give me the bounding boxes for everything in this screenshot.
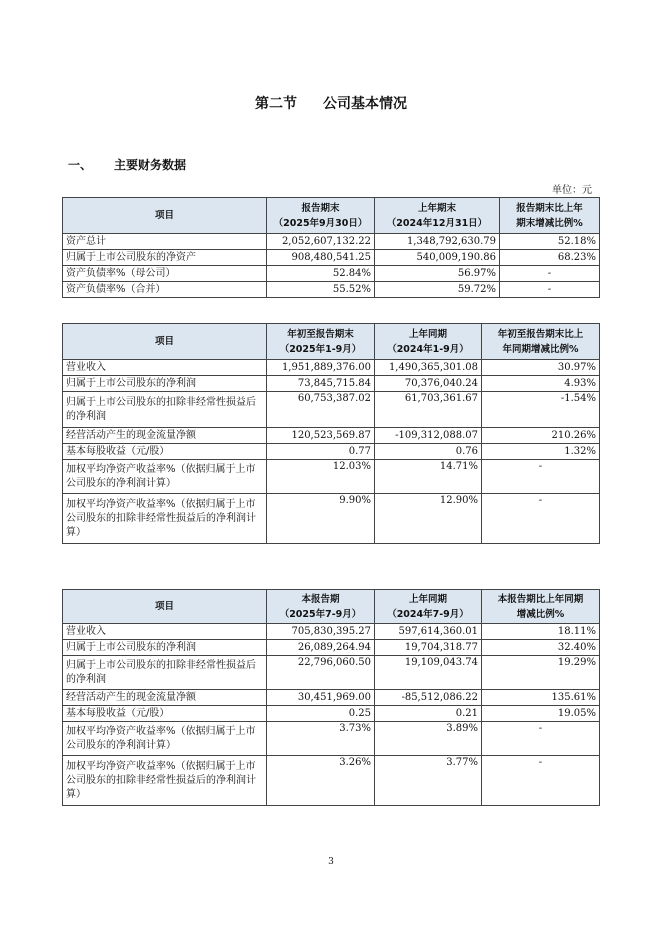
header-change: 年初至报告期末比上 年同期增减比例% xyxy=(482,324,600,360)
cell-value: 4.93% xyxy=(482,376,600,392)
table-row xyxy=(63,360,600,376)
table-row xyxy=(63,392,600,428)
cell-value: 52.18% xyxy=(500,234,600,250)
table-row xyxy=(63,656,600,690)
header-period-end: 报告期末 （2025年9月30日） xyxy=(267,198,375,234)
row-label: 经营活动产生的现金流量净额 xyxy=(63,690,267,706)
cell-value: - xyxy=(482,460,600,494)
table-row xyxy=(63,494,600,544)
cell-value: - xyxy=(500,282,600,298)
cell-value: 210.26% xyxy=(482,428,600,444)
cell-value: 73,845,715.84 xyxy=(267,376,375,392)
cell-value: 55.52% xyxy=(267,282,375,298)
cell-value: 12.03% xyxy=(267,460,375,494)
cell-value: 1,490,365,301.08 xyxy=(375,360,482,376)
table-row xyxy=(63,250,600,266)
row-label: 经营活动产生的现金流量净额 xyxy=(63,428,267,444)
row-label: 归属于上市公司股东的净利润 xyxy=(63,376,267,392)
row-label: 归属于上市公司股东的扣除非经常性损益后的净利润 xyxy=(63,656,267,690)
cell-value: 18.11% xyxy=(482,624,600,640)
table-row xyxy=(63,706,600,722)
cell-value: 52.84% xyxy=(267,266,375,282)
unit-label: 单位：元 xyxy=(552,185,592,196)
header-prior-period: 上年同期 （2024年1-9月） xyxy=(375,324,482,360)
cell-value: - xyxy=(482,494,600,544)
table-row xyxy=(63,266,600,282)
table-header-row xyxy=(63,198,600,234)
cell-value: 12.90% xyxy=(375,494,482,544)
table-row xyxy=(63,460,600,494)
cell-value: 14.71% xyxy=(375,460,482,494)
row-label: 营业收入 xyxy=(63,360,267,376)
quarter-table xyxy=(62,589,600,806)
table-header-row xyxy=(63,324,600,360)
table-row xyxy=(63,428,600,444)
row-label: 加权平均净资产收益率%（依据归属于上市公司股东的净利润计算） xyxy=(63,722,267,756)
cell-value: 3.73% xyxy=(267,722,375,756)
cell-value: -85,512,086.22 xyxy=(375,690,482,706)
section-label: 第二节 xyxy=(255,96,297,112)
cell-value: 68.23% xyxy=(500,250,600,266)
cell-value: - xyxy=(482,756,600,806)
table-row xyxy=(63,624,600,640)
cell-value: 1.32% xyxy=(482,444,600,460)
cell-value: 22,796,060.50 xyxy=(267,656,375,690)
table-row xyxy=(63,234,600,250)
row-label: 加权平均净资产收益率%（依据归属于上市公司股东的净利润计算） xyxy=(63,460,267,494)
section-title xyxy=(0,93,662,113)
cell-value: 19,109,043.74 xyxy=(375,656,482,690)
cell-value: 3.77% xyxy=(375,756,482,806)
cell-value: 60,753,387.02 xyxy=(267,392,375,428)
row-label: 加权平均净资产收益率%（依据归属于上市公司股东的扣除非经常性损益后的净利润计算） xyxy=(63,494,267,544)
cell-value: 3.89% xyxy=(375,722,482,756)
cell-value: 32.40% xyxy=(482,640,600,656)
cell-value: 0.25 xyxy=(267,706,375,722)
table-row xyxy=(63,690,600,706)
cell-value: 19,704,318.77 xyxy=(375,640,482,656)
table-row xyxy=(63,756,600,806)
cell-value: 61,703,361.67 xyxy=(375,392,482,428)
header-prior-year-end: 上年期末 （2024年12月31日） xyxy=(375,198,500,234)
cell-value: -1.54% xyxy=(482,392,600,428)
header-prior-period: 上年同期 （2024年7-9月） xyxy=(375,590,482,624)
table-row xyxy=(63,282,600,298)
table-row xyxy=(63,722,600,756)
cell-value: 1,348,792,630.79 xyxy=(375,234,500,250)
cell-value: 70,376,040.24 xyxy=(375,376,482,392)
header-change: 报告期末比上年 期末增减比例% xyxy=(500,198,600,234)
sub-heading xyxy=(68,156,186,173)
cell-value: 2,052,607,132.22 xyxy=(267,234,375,250)
table-row xyxy=(63,640,600,656)
cell-value: 19.29% xyxy=(482,656,600,690)
row-label: 资产负债率%（母公司） xyxy=(63,266,267,282)
cell-value: 9.90% xyxy=(267,494,375,544)
balance-table xyxy=(62,197,600,298)
cell-value: 3.26% xyxy=(267,756,375,806)
sub-heading-number: 一、 xyxy=(68,158,93,172)
cell-value: 135.61% xyxy=(482,690,600,706)
cell-value: 59.72% xyxy=(375,282,500,298)
cell-value: 0.77 xyxy=(267,444,375,460)
header-ytd: 年初至报告期末 （2025年1-9月） xyxy=(267,324,375,360)
row-label: 资产总计 xyxy=(63,234,267,250)
row-label: 加权平均净资产收益率%（依据归属于上市公司股东的扣除非经常性损益后的净利润计算） xyxy=(63,756,267,806)
cell-value: 30.97% xyxy=(482,360,600,376)
section-heading: 公司基本情况 xyxy=(323,96,407,112)
header-item: 项目 xyxy=(63,590,267,624)
table-row xyxy=(63,444,600,460)
row-label: 资产负债率%（合并） xyxy=(63,282,267,298)
cell-value: 705,830,395.27 xyxy=(267,624,375,640)
row-label: 归属于上市公司股东的净资产 xyxy=(63,250,267,266)
header-current-period: 本报告期 （2025年7-9月） xyxy=(267,590,375,624)
cell-value: 1,951,889,376.00 xyxy=(267,360,375,376)
table-row xyxy=(63,376,600,392)
cell-value: - xyxy=(500,266,600,282)
cell-value: - xyxy=(482,722,600,756)
header-change: 本报告期比上年同期 增减比例% xyxy=(482,590,600,624)
cell-value: 597,614,360.01 xyxy=(375,624,482,640)
cell-value: 120,523,569.87 xyxy=(267,428,375,444)
sub-heading-title: 主要财务数据 xyxy=(114,158,187,172)
cell-value: 56.97% xyxy=(375,266,500,282)
header-item: 项目 xyxy=(63,324,267,360)
cell-value: -109,312,088.07 xyxy=(375,428,482,444)
header-item: 项目 xyxy=(63,198,267,234)
cell-value: 26,089,264.94 xyxy=(267,640,375,656)
cell-value: 30,451,969.00 xyxy=(267,690,375,706)
row-label: 营业收入 xyxy=(63,624,267,640)
cell-value: 19.05% xyxy=(482,706,600,722)
row-label: 归属于上市公司股东的扣除非经常性损益后的净利润 xyxy=(63,392,267,428)
row-label: 基本每股收益（元/股） xyxy=(63,706,267,722)
page-number: 3 xyxy=(328,857,334,867)
cell-value: 0.21 xyxy=(375,706,482,722)
cell-value: 908,480,541.25 xyxy=(267,250,375,266)
cell-value: 0.76 xyxy=(375,444,482,460)
ytd-table xyxy=(62,323,600,544)
row-label: 归属于上市公司股东的净利润 xyxy=(63,640,267,656)
table-header-row xyxy=(63,590,600,624)
row-label: 基本每股收益（元/股） xyxy=(63,444,267,460)
cell-value: 540,009,190.86 xyxy=(375,250,500,266)
